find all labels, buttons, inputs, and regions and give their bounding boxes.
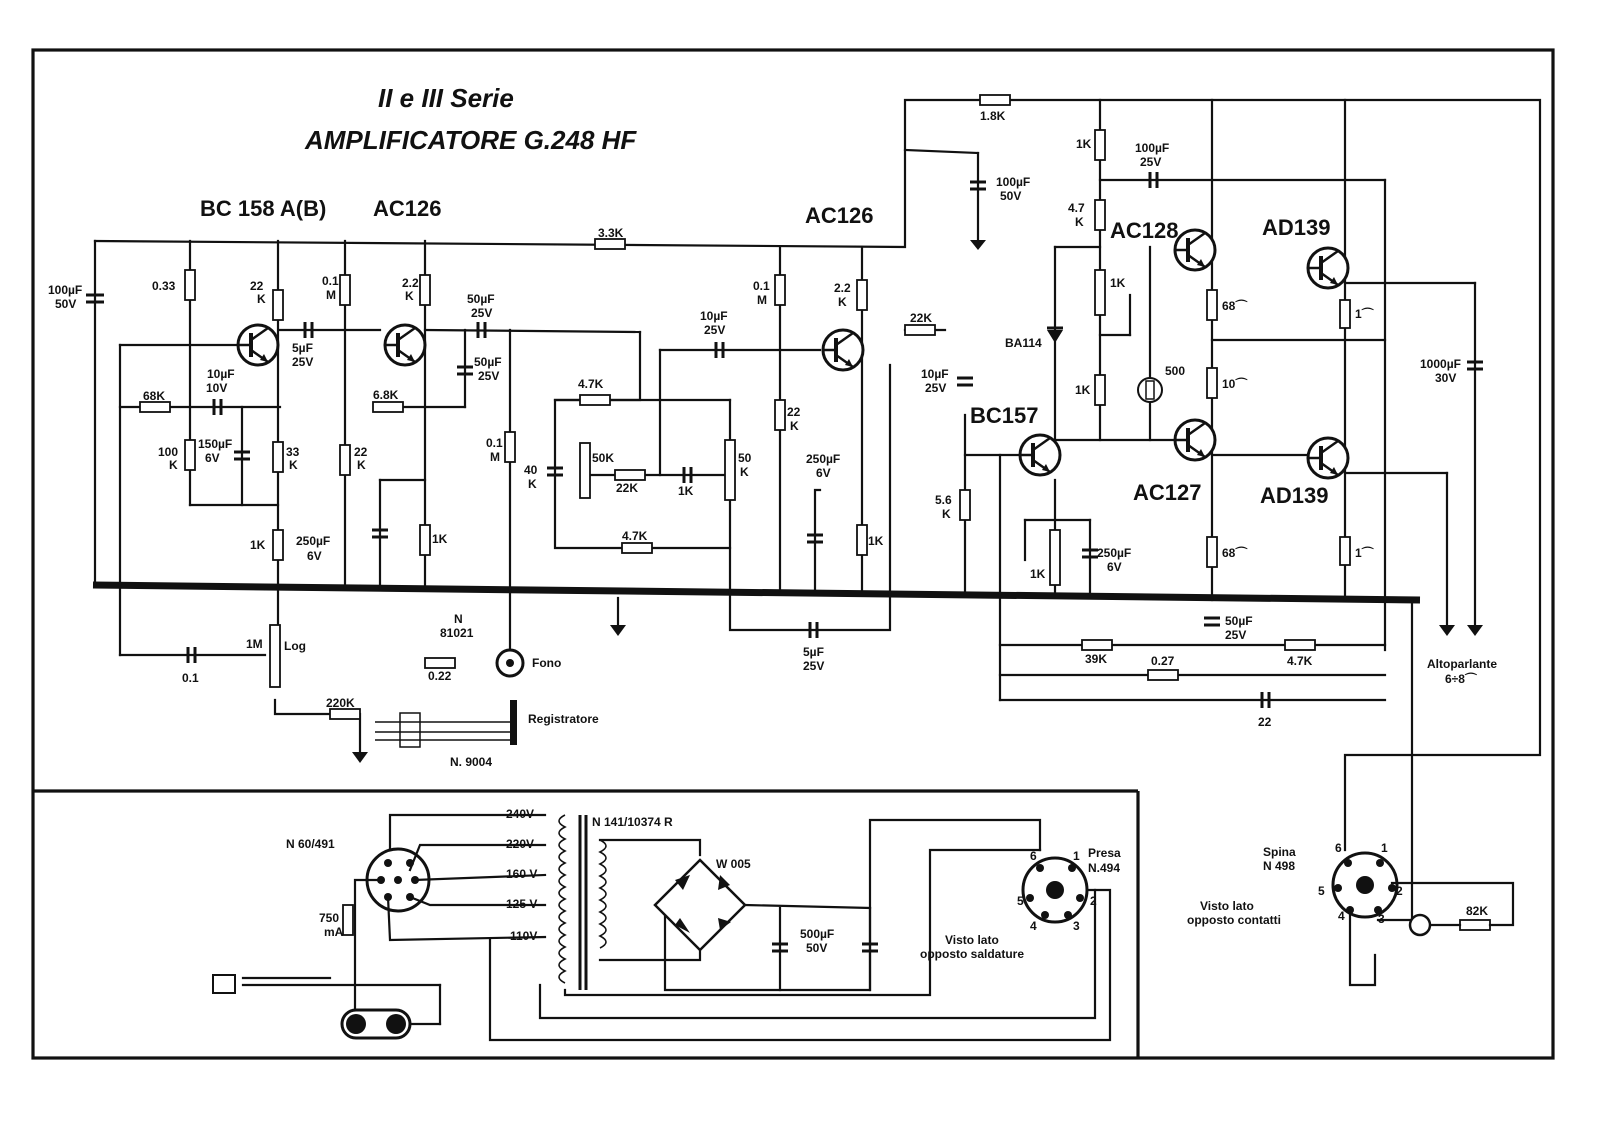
label-r01m-a-u: M <box>326 288 336 302</box>
label-t7: AC127 <box>1133 480 1202 505</box>
label-spina-pin2: 2 <box>1396 884 1403 898</box>
label-c5uf-b: 5µF <box>803 645 824 659</box>
series-title: II e III Serie <box>378 83 514 113</box>
label-c250uf-b-v: 6V <box>816 466 831 480</box>
label-bridge: W 005 <box>716 857 751 871</box>
label-c5uf-a: 5µF <box>292 341 313 355</box>
label-r39k: 39K <box>1085 652 1108 666</box>
label-c10uf-c-v: 25V <box>925 381 947 395</box>
label-tap-240: 240V <box>506 807 535 821</box>
transistor-t5 <box>1308 248 1348 288</box>
label-p50k-b: 50 <box>738 451 752 465</box>
label-c10uf-c: 10µF <box>921 367 949 381</box>
transistor-t2 <box>385 325 425 365</box>
label-c1000uf-v: 30V <box>1435 371 1457 385</box>
label-n60491: N 60/491 <box>286 837 335 851</box>
label-presa-pin6: 6 <box>1030 849 1037 863</box>
label-presa: Presa <box>1088 846 1121 860</box>
label-r022: 0.22 <box>428 669 452 683</box>
label-c01: 0.1 <box>182 671 199 685</box>
label-c-in-2: 50V <box>55 297 77 311</box>
label-tap-220: 220V <box>506 837 535 851</box>
label-r22k-f-u: K <box>838 295 847 309</box>
label-r40k-u: K <box>528 477 537 491</box>
label-r1k-e: 1K <box>1075 383 1091 397</box>
label-c250uf-a-v: 6V <box>307 549 322 563</box>
label-c10uf-b: 10µF <box>700 309 728 323</box>
label-presa-pin4: 4 <box>1030 919 1037 933</box>
label-r100k-u: K <box>169 458 178 472</box>
label-ntc500: 500 <box>1165 364 1186 378</box>
label-r1-a: 1⌒ <box>1355 307 1374 321</box>
label-r22k-e-u: K <box>790 419 799 433</box>
label-spina-pin1: 1 <box>1381 841 1388 855</box>
label-c100uf-c-v: 25V <box>1140 155 1162 169</box>
label-r47k-a: 4.7K <box>578 377 604 391</box>
label-presa-pin1: 1 <box>1073 849 1080 863</box>
label-c250uf-c: 250µF <box>1097 546 1132 560</box>
label-presa-pin5: 5 <box>1017 894 1024 908</box>
label-spina: Spina <box>1263 845 1296 859</box>
amplifier-title: AMPLIFICATORE G.248 HF <box>305 125 637 155</box>
label-r68k: 68K <box>143 389 166 403</box>
label-vol: 1M <box>246 637 263 651</box>
label-r68-b: 68⌒ <box>1222 546 1248 560</box>
transistor-t3 <box>823 330 863 370</box>
label-c50uf-b-v: 25V <box>478 369 500 383</box>
label-presa-pin2: 2 <box>1090 894 1097 908</box>
label-r18k: 1.8K <box>980 109 1006 123</box>
label-r22k-e: 22 <box>787 405 801 419</box>
label-r47k-c: 4.7 <box>1068 201 1085 215</box>
label-r68-a: 68⌒ <box>1222 299 1248 313</box>
spina-plug <box>1333 853 1513 985</box>
label-c500uf-v: 50V <box>806 941 828 955</box>
label-spina-note-2: opposto contatti <box>1187 913 1281 927</box>
label-r22k-f: 2.2 <box>834 281 851 295</box>
label-r3-3k: 3.3K <box>598 226 624 240</box>
label-speaker: Altoparlante <box>1427 657 1498 671</box>
transistor-t8 <box>1308 438 1348 478</box>
label-fuse: 750 <box>319 911 340 925</box>
label-r01m-b: 0.1 <box>486 436 503 450</box>
label-n9004: N. 9004 <box>450 755 493 769</box>
label-r01m-c: 0.1 <box>753 279 770 293</box>
presa-socket <box>1023 858 1087 922</box>
label-presa-n: N.494 <box>1088 861 1121 875</box>
label-c250uf-c-v: 6V <box>1107 560 1122 574</box>
label-r01m-a: 0.1 <box>322 274 339 288</box>
label-presa-pin3: 3 <box>1073 919 1080 933</box>
label-r56k-u: K <box>942 507 951 521</box>
label-fuse-u: mA <box>324 925 344 939</box>
ground-bus <box>93 585 1420 600</box>
label-c10uf-a: 10µF <box>207 367 235 381</box>
label-r22k-b: 2.2 <box>402 276 419 290</box>
transistor-t7 <box>1175 420 1215 460</box>
transistor-t4 <box>1175 230 1215 270</box>
label-r33k-u: K <box>289 458 298 472</box>
label-r40k: 40 <box>524 463 538 477</box>
label-c250uf-b: 250µF <box>806 452 841 466</box>
label-c5uf-b-v: 25V <box>803 659 825 673</box>
label-r22k-a-u: K <box>257 292 266 306</box>
label-vol-log: Log <box>284 639 306 653</box>
label-spina-note: Visto lato <box>1200 899 1254 913</box>
label-t5: AD139 <box>1262 215 1331 240</box>
label-p50k-b-u: K <box>740 465 749 479</box>
label-r01m-c-u: M <box>757 293 767 307</box>
label-r47k-d: 4.7K <box>1287 654 1313 668</box>
label-p1k-b: 1K <box>1030 567 1046 581</box>
label-r68k-b: 6.8K <box>373 388 399 402</box>
label-r33k: 33 <box>286 445 300 459</box>
label-r220k: 220K <box>326 696 355 710</box>
label-r47k-b: 4.7K <box>622 529 648 543</box>
label-c1000uf: 1000µF <box>1420 357 1461 371</box>
label-tap-110: 110V <box>510 929 538 943</box>
label-c50uf-c: 50µF <box>1225 614 1253 628</box>
label-c50uf-a-v: 25V <box>471 306 493 320</box>
label-c50uf-a: 50µF <box>467 292 495 306</box>
label-spina-pin3: 3 <box>1378 912 1385 926</box>
label-spina-n: N 498 <box>1263 859 1296 873</box>
label-speaker-imp: 6÷8⌒ <box>1445 672 1477 686</box>
transistor-t1 <box>238 325 278 365</box>
label-c100uf-c: 100µF <box>1135 141 1170 155</box>
label-r027: 0.27 <box>1151 654 1175 668</box>
label-t3: AC126 <box>805 203 874 228</box>
label-n81021-b: 81021 <box>440 626 474 640</box>
label-t4: AC128 <box>1110 218 1179 243</box>
label-c150uf: 150µF <box>198 437 233 451</box>
label-c22: 22 <box>1258 715 1272 729</box>
label-r22k-a: 22 <box>250 279 264 293</box>
label-spina-pin6: 6 <box>1335 841 1342 855</box>
label-r56k: 5.6 <box>935 493 952 507</box>
label-t8: AD139 <box>1260 483 1329 508</box>
label-r22k-c: 22 <box>354 445 368 459</box>
label-c150uf-v: 6V <box>205 451 220 465</box>
label-c-in-1: 100µF <box>48 283 83 297</box>
label-c5uf-a-v: 25V <box>292 355 314 369</box>
label-r22k-c-u: K <box>357 458 366 472</box>
label-r47k-c-u: K <box>1075 215 1084 229</box>
label-r82k: 82K <box>1466 904 1489 918</box>
label-spina-pin5: 5 <box>1318 884 1325 898</box>
label-r1k-d: 1K <box>1076 137 1092 151</box>
bridge-rectifier <box>655 860 870 990</box>
label-presa-note: Visto lato <box>945 933 999 947</box>
label-r10: 10⌒ <box>1222 377 1248 391</box>
label-r22k-b-u: K <box>405 289 414 303</box>
label-tap-160: 160 V <box>506 867 538 881</box>
label-transformer: N 141/10374 R <box>592 815 673 829</box>
label-t1: BC 158 A(B) <box>200 196 327 221</box>
label-r100k: 100 <box>158 445 179 459</box>
label-registratore: Registratore <box>528 712 599 726</box>
label-c100uf-b-v: 50V <box>1000 189 1022 203</box>
label-tap-125: 125 V <box>506 897 538 911</box>
label-r1-b: 1⌒ <box>1355 546 1374 560</box>
diode-ba114 <box>1047 330 1063 343</box>
label-p50k: 50K <box>592 451 615 465</box>
label-t2: AC126 <box>373 196 442 221</box>
label-r033: 0.33 <box>152 279 176 293</box>
transistor-t6 <box>1020 435 1060 475</box>
label-c50uf-c-v: 25V <box>1225 628 1247 642</box>
label-r1k-a: 1K <box>250 538 266 552</box>
label-spina-pin4: 4 <box>1338 909 1345 923</box>
label-c1k: 1K <box>678 484 694 498</box>
label-fono: Fono <box>532 656 562 670</box>
label-n81021: N <box>454 612 463 626</box>
label-r1k-c: 1K <box>868 534 884 548</box>
label-c50uf-b: 50µF <box>474 355 502 369</box>
label-t6: BC157 <box>970 403 1039 428</box>
label-p1k: 1K <box>1110 276 1126 290</box>
label-presa-note-2: opposto saldature <box>920 947 1025 961</box>
label-r22k-d: 22K <box>616 481 639 495</box>
recorder-connector <box>375 700 517 747</box>
label-c500uf: 500µF <box>800 927 835 941</box>
label-c250uf-a: 250µF <box>296 534 331 548</box>
label-c10uf-a-v: 10V <box>206 381 228 395</box>
capacitors <box>86 172 1483 708</box>
label-r01m-b-u: M <box>490 450 500 464</box>
label-ba114: BA114 <box>1005 336 1042 350</box>
label-p22k: 22K <box>910 311 933 325</box>
power-supply <box>213 815 545 1038</box>
label-r1k-b: 1K <box>432 532 448 546</box>
label-c100uf-b: 100µF <box>996 175 1031 189</box>
label-c10uf-b-v: 25V <box>704 323 726 337</box>
